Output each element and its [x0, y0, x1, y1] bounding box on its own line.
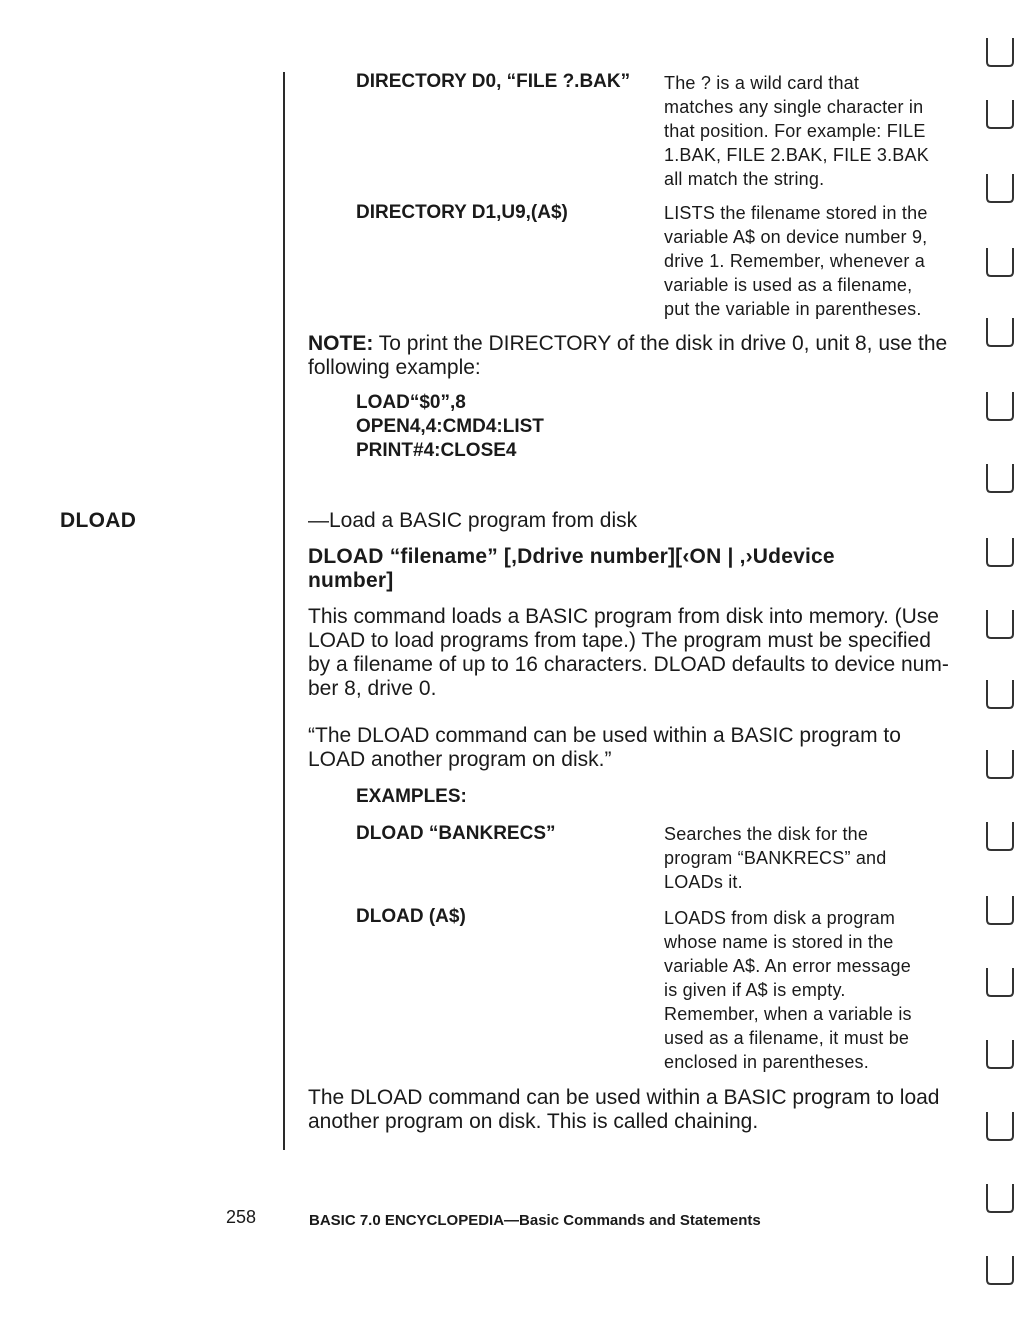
binder-mark-icon	[982, 34, 1016, 72]
code-line: PRINT#4:CLOSE4	[356, 440, 517, 461]
command-directory-d0: DIRECTORY D0, “FILE ?.BAK”	[356, 71, 631, 92]
page-number: 258	[226, 1207, 257, 1227]
para-line: LOAD to load programs from tape.) The program must be specified	[308, 629, 931, 652]
desc-line: 1.BAK, FILE 2.BAK, FILE 3.BAK	[664, 145, 929, 165]
desc-line: put the variable in parentheses.	[664, 299, 922, 319]
note-paragraph	[308, 332, 968, 380]
note-code-block	[356, 391, 544, 463]
para-line: The DLOAD command can be used within a BASIC program to load	[308, 1086, 940, 1109]
desc-line: LOADS from disk a program	[664, 908, 896, 928]
binder-mark-icon	[982, 1108, 1016, 1146]
para-line: “The DLOAD command can be used within a BASIC program to	[308, 724, 901, 747]
binder-mark-icon	[982, 606, 1016, 644]
dload-paragraph-3	[308, 1086, 968, 1134]
example-description-a-string	[664, 906, 956, 1074]
description-directory-d1	[664, 201, 956, 321]
command-directory-d1: DIRECTORY D1,U9,(A$)	[356, 202, 568, 223]
para-line: This command loads a BASIC program from disk into memory. (Use	[308, 605, 939, 628]
syntax-line: number]	[308, 569, 394, 592]
syntax-line: DLOAD “filename” [,Ddrive number][‹ON | ,›Udevice	[308, 545, 835, 568]
binder-mark-icon	[982, 244, 1016, 282]
desc-line: variable A$ on device number 9,	[664, 227, 928, 247]
desc-line: Searches the disk for the	[664, 824, 869, 844]
binder-mark-icon	[982, 892, 1016, 930]
binder-mark-icon	[982, 746, 1016, 784]
binder-mark-icon	[982, 534, 1016, 572]
desc-line: Remember, when a variable is	[664, 1004, 912, 1024]
desc-line: enclosed in parentheses.	[664, 1052, 869, 1072]
desc-line: LOADs it.	[664, 872, 743, 892]
desc-line: The ? is a wild card that	[664, 73, 860, 93]
desc-line: all match the string.	[664, 169, 825, 189]
section-heading-dload: DLOAD	[60, 509, 137, 532]
binder-mark-icon	[982, 388, 1016, 426]
example-command-a-string: DLOAD (A$)	[356, 906, 466, 927]
desc-line: variable is used as a filename,	[664, 275, 913, 295]
desc-line: that position. For example: FILE	[664, 121, 926, 141]
binder-mark-icon	[982, 818, 1016, 856]
binder-mark-icon	[982, 1180, 1016, 1218]
description-directory-d0	[664, 71, 956, 191]
para-line: by a filename of up to 16 characters. DLOAD defaults to device num-	[308, 653, 949, 676]
example-command-bankrecs: DLOAD “BANKRECS”	[356, 823, 556, 844]
code-line: LOAD“$0”,8	[356, 392, 466, 413]
code-line: OPEN4,4:CMD4:LIST	[356, 416, 544, 437]
desc-line: variable A$. An error message	[664, 956, 911, 976]
para-line: ber 8, drive 0.	[308, 677, 437, 700]
binder-mark-icon	[982, 676, 1016, 714]
note-text-line2: following example:	[308, 356, 481, 379]
example-description-bankrecs	[664, 822, 956, 894]
binder-mark-icon	[982, 460, 1016, 498]
dload-paragraph-1	[308, 605, 968, 701]
examples-label: EXAMPLES:	[356, 786, 467, 807]
binder-mark-icon	[982, 964, 1016, 1002]
note-label: NOTE:	[308, 332, 374, 355]
note-text: To print the DIRECTORY of the disk in drive 0, unit 8, use the	[373, 332, 948, 355]
para-line: LOAD another program on disk.”	[308, 748, 612, 771]
desc-line: used as a filename, it must be	[664, 1028, 910, 1048]
desc-line: matches any single character in	[664, 97, 924, 117]
vertical-rule	[283, 72, 285, 1150]
dload-paragraph-2	[308, 724, 968, 772]
para-line: another program on disk. This is called chaining.	[308, 1110, 759, 1133]
binder-mark-icon	[982, 96, 1016, 134]
desc-line: program “BANKRECS” and	[664, 848, 887, 868]
binder-mark-icon	[982, 1036, 1016, 1074]
dload-syntax	[308, 545, 958, 593]
binder-mark-icon	[982, 1252, 1016, 1290]
binder-mark-icon	[982, 314, 1016, 352]
footer-title: BASIC 7.0 ENCYCLOPEDIA—Basic Commands and Statements	[309, 1212, 761, 1229]
desc-line: drive 1. Remember, whenever a	[664, 251, 925, 271]
dload-summary: —Load a BASIC program from disk	[308, 509, 638, 532]
desc-line: whose name is stored in the	[664, 932, 894, 952]
binder-mark-icon	[982, 170, 1016, 208]
desc-line: LISTS the filename stored in the	[664, 203, 928, 223]
desc-line: is given if A$ is empty.	[664, 980, 846, 1000]
